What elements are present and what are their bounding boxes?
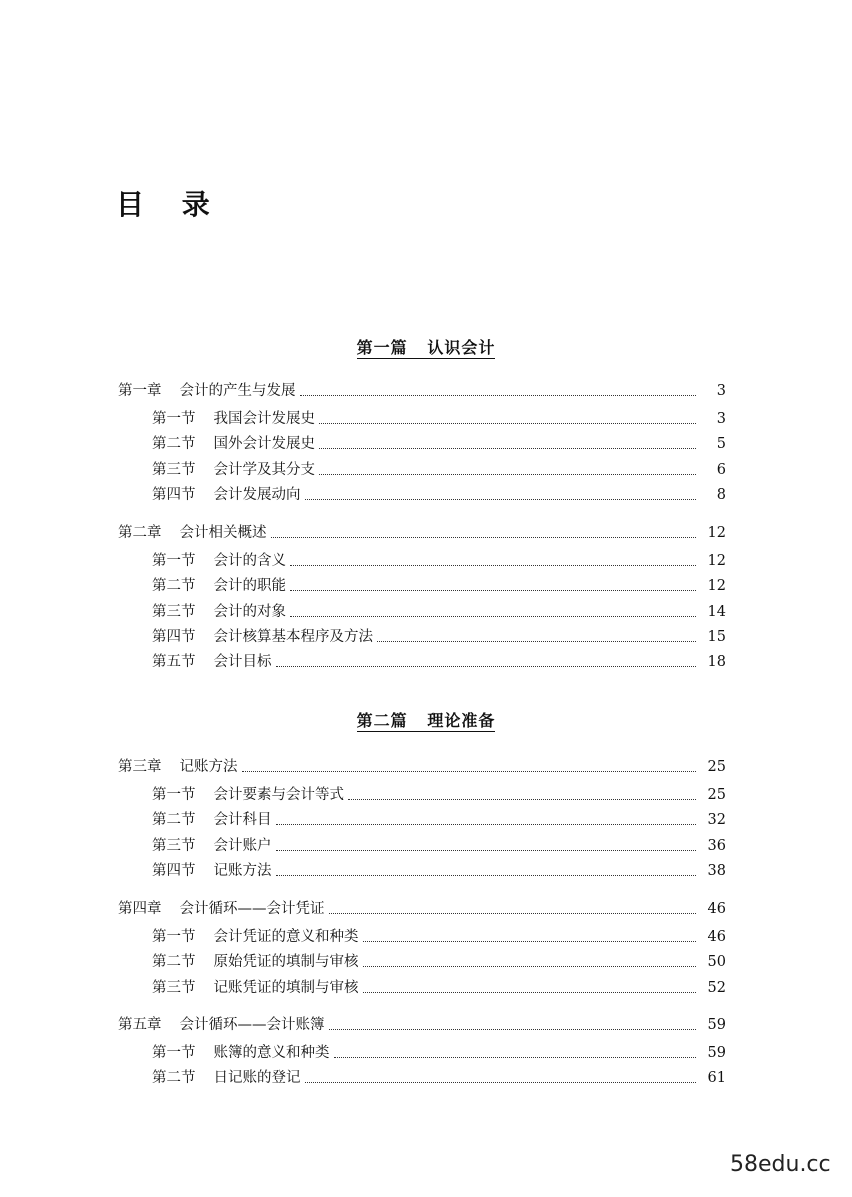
- section-number: 第三节: [152, 979, 196, 996]
- page-number: 52: [707, 979, 726, 996]
- page-number: 25: [707, 787, 726, 803]
- toc-section-entry: [0, 977, 852, 999]
- page-number: 50: [707, 954, 726, 971]
- toc-chapter-entry: [0, 898, 852, 920]
- page-number: 32: [707, 812, 726, 829]
- section-title: 会计科目: [213, 812, 272, 829]
- toc-section-entry: [0, 408, 852, 430]
- section-label: [152, 860, 272, 882]
- section-number: 第三节: [152, 603, 196, 620]
- dot-leader: [363, 992, 696, 993]
- section-title: 记账方法: [213, 862, 272, 879]
- dot-leader: [363, 941, 696, 942]
- chapter-label: [118, 522, 267, 544]
- section-label: [152, 835, 272, 857]
- section-title: 会计要素与会计等式: [213, 787, 344, 803]
- section-number: 第二节: [152, 578, 196, 595]
- toc-chapter-entry: [0, 1014, 852, 1036]
- page-number: 18: [707, 654, 726, 671]
- section-number: 第一节: [152, 553, 196, 569]
- dot-leader: [242, 771, 696, 772]
- page-number: 12: [707, 553, 726, 569]
- toc-section-entry: [0, 951, 852, 973]
- page-number: 5: [716, 436, 726, 453]
- toc-section-entry: [0, 651, 852, 673]
- page-number: 38: [707, 862, 726, 879]
- toc-section-entry: [0, 1042, 852, 1064]
- section-label: [152, 784, 344, 806]
- toc-section-entry: [0, 926, 852, 948]
- section-title: 会计账户: [213, 837, 272, 854]
- section-label: [152, 651, 272, 673]
- page-title: 目 录: [116, 188, 224, 221]
- page-number: 46: [707, 901, 726, 917]
- dot-leader: [305, 499, 696, 500]
- toc-section-entry: [0, 809, 852, 831]
- page-number: 3: [716, 411, 726, 427]
- toc-section-entry: [0, 459, 852, 481]
- section-label: [152, 459, 315, 481]
- section-title: 会计核算基本程序及方法: [213, 628, 373, 645]
- chapter-number: 第二章: [118, 525, 162, 541]
- section-label: [152, 1042, 330, 1064]
- section-number: 第三节: [152, 461, 196, 478]
- page-number: 59: [707, 1045, 726, 1061]
- dot-leader: [329, 1029, 696, 1030]
- dot-leader: [300, 395, 696, 396]
- page-number: 61: [707, 1070, 726, 1087]
- section-title: 我国会计发展史: [213, 411, 315, 427]
- section-title: 会计学及其分支: [213, 461, 315, 478]
- page-number: 25: [707, 759, 726, 775]
- dot-leader: [334, 1057, 696, 1058]
- section-title: 会计凭证的意义和种类: [213, 929, 359, 945]
- section-number: 第一节: [152, 787, 196, 803]
- section-title: 会计目标: [213, 654, 272, 671]
- section-title: 原始凭证的填制与审核: [213, 954, 359, 971]
- section-title: 记账凭证的填制与审核: [213, 979, 359, 996]
- section-number: 第一节: [152, 929, 196, 945]
- section-number: 第五节: [152, 654, 196, 671]
- chapter-number: 第五章: [118, 1017, 162, 1033]
- dot-leader: [319, 423, 696, 424]
- page-number: 15: [707, 628, 726, 645]
- dot-leader: [271, 537, 696, 538]
- section-title: 会计的含义: [213, 553, 286, 569]
- part-heading: [0, 335, 852, 358]
- watermark: 58edu.cc: [730, 1152, 831, 1177]
- section-label: [152, 433, 315, 455]
- section-label: [152, 951, 359, 973]
- page-number: 8: [716, 486, 726, 503]
- chapter-label: [118, 380, 296, 402]
- toc-section-entry: [0, 1067, 852, 1089]
- dot-leader: [319, 474, 696, 475]
- toc-section-entry: [0, 575, 852, 597]
- part-heading-text: 第一篇 认识会计: [356, 338, 496, 357]
- section-label: [152, 575, 286, 597]
- section-title: 日记账的登记: [213, 1070, 301, 1087]
- section-number: 第三节: [152, 837, 196, 854]
- dot-leader: [276, 875, 696, 876]
- chapter-title: 会计循环——会计凭证: [179, 901, 325, 917]
- page-number: 12: [707, 578, 726, 595]
- part-heading-text: 第二篇 理论准备: [356, 711, 496, 730]
- section-label: [152, 626, 373, 648]
- chapter-label: [118, 756, 238, 778]
- toc-section-entry: [0, 626, 852, 648]
- section-number: 第一节: [152, 1045, 196, 1061]
- section-title: 国外会计发展史: [213, 436, 315, 453]
- page-number: 46: [707, 929, 726, 945]
- part-heading: [0, 708, 852, 731]
- section-number: 第二节: [152, 1070, 196, 1087]
- dot-leader: [290, 565, 696, 566]
- section-number: 第四节: [152, 486, 196, 503]
- dot-leader: [363, 966, 696, 967]
- section-label: [152, 977, 359, 999]
- toc-section-entry: [0, 784, 852, 806]
- section-label: [152, 408, 315, 430]
- section-label: [152, 809, 272, 831]
- chapter-number: 第一章: [118, 383, 162, 399]
- section-label: [152, 484, 301, 506]
- chapter-label: [118, 898, 325, 920]
- toc-section-entry: [0, 835, 852, 857]
- page-number: 6: [716, 461, 726, 478]
- chapter-title: 会计的产生与发展: [179, 383, 296, 399]
- toc-section-entry: [0, 860, 852, 882]
- chapter-number: 第三章: [118, 759, 162, 775]
- chapter-title: 会计相关概述: [179, 525, 267, 541]
- section-title: 会计的对象: [213, 603, 286, 620]
- toc-section-entry: [0, 484, 852, 506]
- section-number: 第二节: [152, 954, 196, 971]
- dot-leader: [276, 824, 696, 825]
- dot-leader: [329, 913, 696, 914]
- page-number: 36: [707, 837, 726, 854]
- section-number: 第四节: [152, 628, 196, 645]
- dot-leader: [276, 850, 696, 851]
- dot-leader: [305, 1082, 696, 1083]
- section-title: 账簿的意义和种类: [213, 1045, 330, 1061]
- dot-leader: [290, 590, 696, 591]
- section-number: 第二节: [152, 436, 196, 453]
- toc-chapter-entry: [0, 756, 852, 778]
- page-number: 3: [716, 383, 726, 399]
- dot-leader: [319, 448, 696, 449]
- toc-chapter-entry: [0, 522, 852, 544]
- section-label: [152, 1067, 301, 1089]
- toc-section-entry: [0, 601, 852, 623]
- dot-leader: [276, 666, 696, 667]
- dot-leader: [348, 799, 696, 800]
- section-title: 会计的职能: [213, 578, 286, 595]
- toc-section-entry: [0, 550, 852, 572]
- chapter-number: 第四章: [118, 901, 162, 917]
- section-number: 第二节: [152, 812, 196, 829]
- page-number: 12: [707, 525, 726, 541]
- section-title: 会计发展动向: [213, 486, 301, 503]
- section-label: [152, 926, 359, 948]
- toc-section-entry: [0, 433, 852, 455]
- section-label: [152, 601, 286, 623]
- page-number: 14: [707, 603, 726, 620]
- page-number: 59: [707, 1017, 726, 1033]
- dot-leader: [290, 616, 696, 617]
- chapter-label: [118, 1014, 325, 1036]
- chapter-title: 记账方法: [179, 759, 238, 775]
- dot-leader: [377, 641, 696, 642]
- section-label: [152, 550, 286, 572]
- toc-chapter-entry: [0, 380, 852, 402]
- section-number: 第四节: [152, 862, 196, 879]
- chapter-title: 会计循环——会计账簿: [179, 1017, 325, 1033]
- section-number: 第一节: [152, 411, 196, 427]
